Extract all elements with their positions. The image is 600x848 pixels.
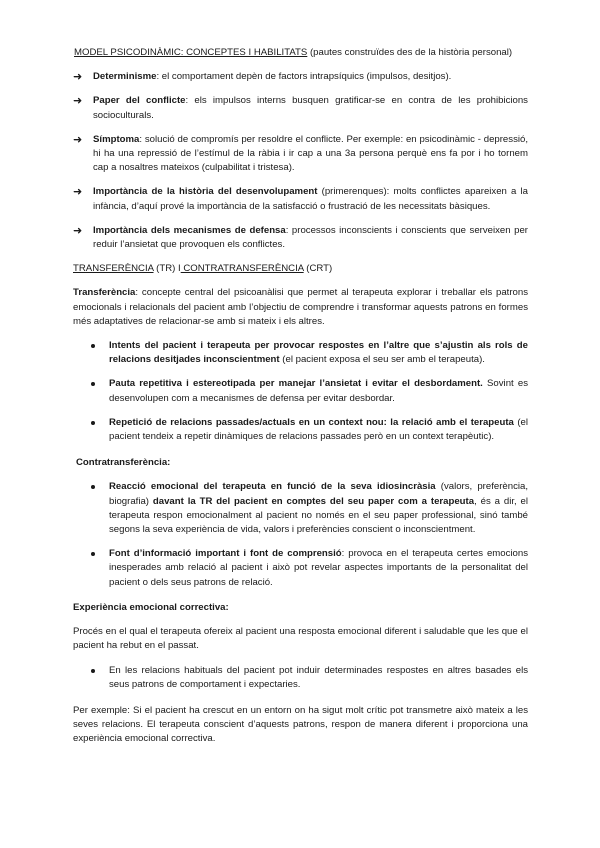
countertransference-points xyxy=(73,480,528,589)
concept-item: ➜ Paper del conflicte: els impulsos interns busquen gratificar-se en contra de les prohibicions socioculturals. xyxy=(73,95,528,121)
bullet-icon xyxy=(91,382,95,386)
concept-list xyxy=(73,70,528,252)
experience-definition: Procés en el qual el terapeuta ofereix al pacient una resposta emocional diferent i saludable que les que el pacient ha rebut en el passat. xyxy=(73,626,528,652)
arrow-icon: ➜ xyxy=(73,224,83,237)
list-item: Reacció emocional del terapeuta en funció de la seva idiosincràsia (valors, preferència, biografia) davant la TR del pacient en comptes del seu paper com a terapeuta, és a dir, el terapeuta respon emocionalment al pacient no només en el seu paper professional, sinó també segons la seva experiència de vida, valors i preferències conscient o inconscientment. xyxy=(73,480,528,537)
bullet-icon xyxy=(91,485,95,489)
title-underlined: MODEL PSICODINÀMIC: CONCEPTES I HABILITATS xyxy=(74,47,308,58)
title-subtitle: (pautes construïdes des de la història personal) xyxy=(307,47,513,58)
arrow-icon: ➜ xyxy=(73,95,83,108)
section-heading-transference: TRANSFERÈNCIA (TR) I CONTRATRANSFERÈNCIA (CRT) xyxy=(73,263,333,275)
arrow-icon: ➜ xyxy=(73,133,83,146)
bullet-icon xyxy=(91,421,95,425)
example-paragraph: Per exemple: Si el pacient ha crescut en un entorn on ha sigut molt crític pot transmetre això mateix a les seves relacions. El terapeuta conscient d’aquests patrons, respon de manera diferent i proporciona una experiència emocional correctiva. xyxy=(73,704,528,745)
concept-item: ➜ Determinisme: el comportament depèn de factors intrapsíquics (impulsos, desitjos). xyxy=(73,71,452,84)
arrow-icon: ➜ xyxy=(73,186,83,199)
list-item: En les relacions habituals del pacient pot induir determinades respostes en altres basades els seus patrons de comportament i expectaries. xyxy=(73,664,528,692)
arrow-icon: ➜ xyxy=(73,71,83,84)
concept-item: ➜ Símptoma: solució de compromís per resoldre el conflicte. Per exemple: en psicodinàmic - depressió, hi ha una repressió de l’estímul de la ràbia i ir cap a una 3a persona perquè ens fa por i ho tornem cap a nosaltres mateixos (culpabilitat i tristesa). xyxy=(73,133,528,174)
list-item: Pauta repetitiva i estereotipada per manejar l’ansietat i evitar el desbordament. Sovint es desenvolupen com a mecanismes de defensa per evitar desbordar. xyxy=(73,377,528,405)
list-item: Repetició de relacions passades/actuals en un context nou: la relació amb el terapeuta (el pacient tendeix a repetir dinàmiques de relacions passades però en un context terapèutic). xyxy=(73,416,528,444)
experience-points xyxy=(73,664,528,692)
bullet-icon xyxy=(91,552,95,556)
list-item: Intents del pacient i terapeuta per provocar respostes en l’altre que s’ajustin als rols de relacions desitjades inconscientment (el pacient exposa el seu ser amb el terapeuta). xyxy=(73,339,528,367)
transference-points xyxy=(73,339,528,444)
concept-item: ➜ Importància dels mecanismes de defensa: processos inconscients i conscients que serveixen per reduir l’ansietat que provoquen els conflictes. xyxy=(73,224,528,251)
section-heading-experience: Experiència emocional correctiva: xyxy=(73,601,229,613)
bullet-icon xyxy=(91,669,95,673)
concept-item: ➜ Importància de la història del desenvolupament (primerenques): molts conflictes apareixen a la infància, d’aquí prové la importància de la satisfacció o frustració de les necessitats bàsiques. xyxy=(73,186,529,212)
bullet-icon xyxy=(91,344,95,348)
page-title xyxy=(74,46,528,60)
list-item: Font d’informació important i font de comprensió: provoca en el terapeuta certes emocions inesperades amb relació al pacient i això pot revelar aspectes importants de la personalitat del pacient o dels seus patrons de relació. xyxy=(73,547,528,590)
section-heading-countertransference: Contratransferència: xyxy=(76,457,171,469)
transference-definition: Transferència: concepte central del psicoanàlisi que permet al terapeuta explorar i treballar els patrons emocionals i relacionals del pacient amb l’objectiu de comprendre i transformar aquests patrons en formes més adaptatives de relacionar-se amb si mateix i els altres. xyxy=(73,287,528,327)
